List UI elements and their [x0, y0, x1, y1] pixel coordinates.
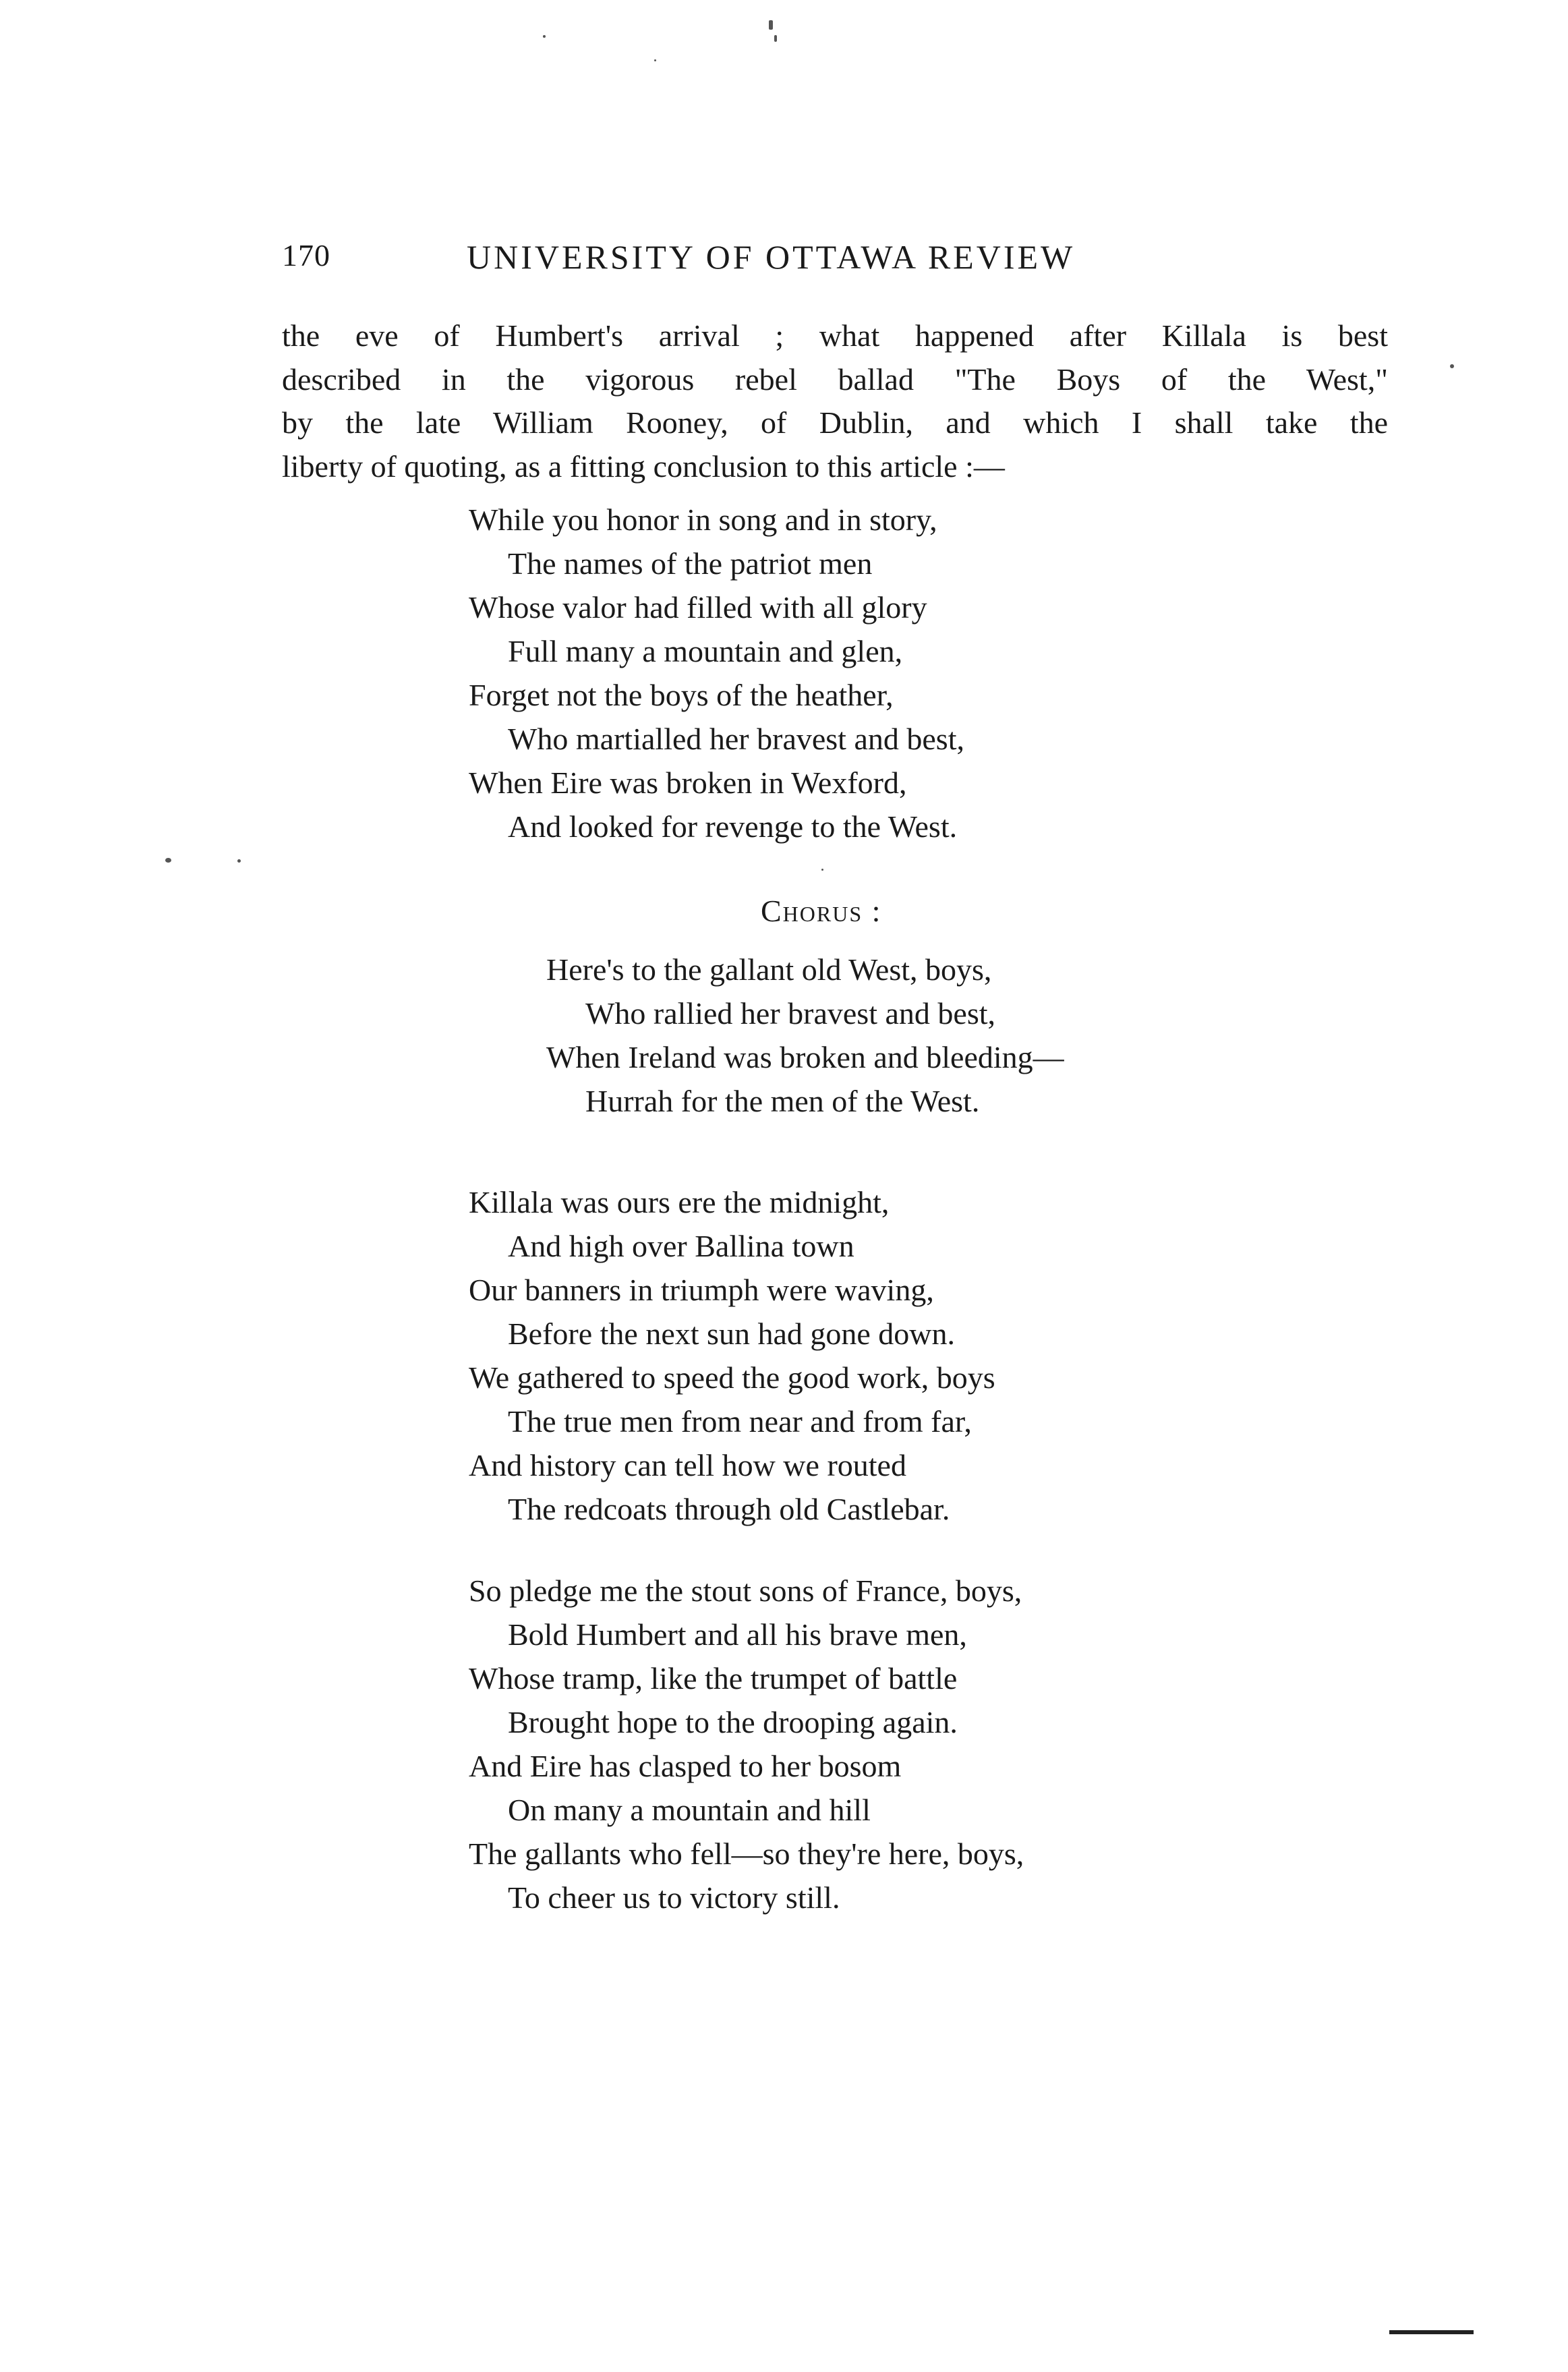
print-speck	[774, 35, 777, 42]
print-speck	[821, 869, 823, 871]
verse-line: We gathered to speed the good work, boys	[469, 1360, 995, 1395]
verse-line: To cheer us to victory still.	[508, 1880, 840, 1915]
verse-line: And history can tell how we routed	[469, 1448, 906, 1482]
verse-line: Before the next sun had gone down.	[508, 1317, 956, 1351]
scan-edge-mark	[1389, 2330, 1474, 2334]
verse-line: The redcoats through old Castlebar.	[508, 1492, 950, 1526]
verse-line: And Eire has clasped to her bosom	[469, 1749, 902, 1783]
poem-stanza-3	[469, 1569, 1278, 1919]
verse-line: The true men from near and from far,	[508, 1404, 972, 1439]
intro-line: liberty of quoting, as a fitting conclusion to this article :—	[282, 449, 1005, 484]
print-speck	[1450, 364, 1454, 368]
verse-line: Who rallied her bravest and best,	[585, 996, 995, 1031]
verse-line: Forget not the boys of the heather,	[469, 678, 894, 712]
print-speck	[769, 20, 773, 30]
verse-line: Whose tramp, like the trumpet of battle	[469, 1661, 958, 1696]
verse-line: And looked for revenge to the West.	[508, 809, 958, 844]
page-number: 170	[282, 238, 330, 272]
verse-line: When Ireland was broken and bleeding—	[546, 1040, 1064, 1074]
poem-stanza-1	[469, 498, 1278, 848]
chorus-heading: Chorus :	[761, 894, 882, 928]
intro-paragraph	[282, 314, 1388, 488]
verse-line: While you honor in song and in story,	[469, 502, 937, 537]
verse-line: So pledge me the stout sons of France, boys,	[469, 1573, 1022, 1608]
verse-line: Who martialled her bravest and best,	[508, 722, 964, 756]
intro-line: by the late William Rooney, of Dublin, and which I shall take the	[282, 405, 1388, 440]
verse-line: Brought hope to the drooping again.	[508, 1705, 958, 1739]
verse-line: Full many a mountain and glen,	[508, 634, 903, 668]
verse-line: When Eire was broken in Wexford,	[469, 765, 907, 800]
running-title: UNIVERSITY OF OTTAWA REVIEW	[467, 238, 1076, 276]
verse-line: Our banners in triumph were waving,	[469, 1273, 934, 1307]
verse-line: On many a mountain and hill	[508, 1793, 871, 1827]
page-header	[282, 237, 1415, 285]
verse-line: Killala was ours ere the midnight,	[469, 1185, 890, 1219]
print-speck	[237, 859, 241, 863]
print-speck	[654, 59, 656, 61]
poem-chorus	[546, 948, 1288, 1123]
intro-line: the eve of Humbert's arrival ; what happened after Killala is best	[282, 318, 1388, 353]
verse-line: Here's to the gallant old West, boys,	[546, 952, 992, 987]
verse-line: The names of the patriot men	[508, 546, 873, 581]
intro-line: described in the vigorous rebel ballad "The Boys of the West,"	[282, 361, 1388, 397]
verse-line: The gallants who fell—so they're here, boys,	[469, 1836, 1024, 1871]
poem-stanza-2	[469, 1180, 1278, 1531]
print-speck	[165, 858, 171, 863]
verse-line: And high over Ballina town	[508, 1229, 854, 1263]
print-speck	[543, 35, 546, 38]
verse-line: Bold Humbert and all his brave men,	[508, 1617, 967, 1652]
verse-line: Whose valor had filled with all glory	[469, 590, 927, 625]
verse-line: Hurrah for the men of the West.	[585, 1084, 980, 1118]
